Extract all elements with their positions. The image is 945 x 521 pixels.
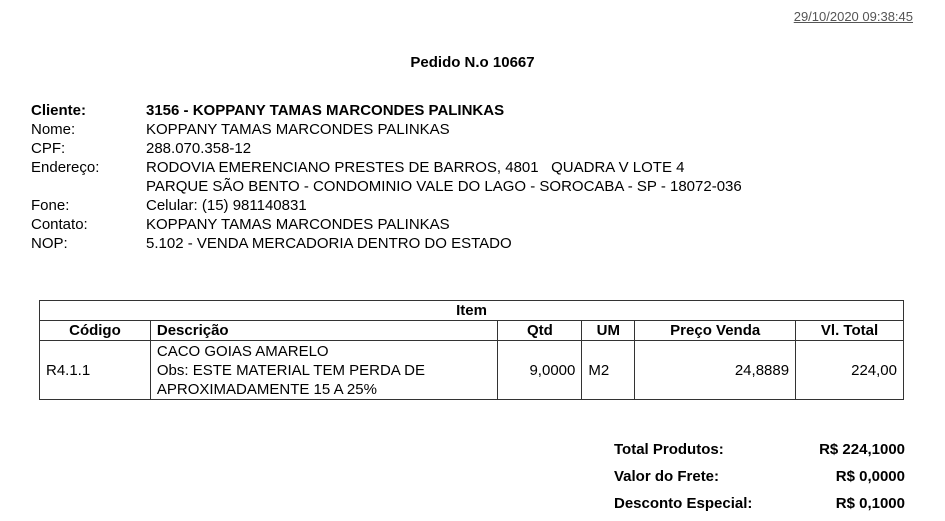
print-timestamp: 29/10/2020 09:38:45	[793, 9, 913, 24]
total-produtos-value: R$ 224,1000	[819, 441, 905, 458]
items-caption-row	[40, 301, 904, 321]
table-row	[40, 341, 904, 400]
cliente-label: Cliente:	[31, 102, 87, 119]
cliente-row	[31, 101, 742, 120]
endereco-label-spacer	[31, 177, 146, 196]
nop-value: 5.102 - VENDA MERCADORIA DENTRO DO ESTADO	[146, 235, 512, 252]
desconto-especial-row	[614, 494, 905, 521]
cell-preco: 24,8889	[635, 341, 796, 400]
total-produtos-row	[614, 440, 905, 467]
col-header-codigo: Código	[40, 321, 151, 341]
totals-block	[614, 440, 905, 521]
col-header-descricao: Descrição	[150, 321, 498, 341]
cell-descricao-line2: Obs: ESTE MATERIAL TEM PERDA DE	[156, 361, 425, 379]
valor-frete-label: Valor do Frete:	[614, 468, 720, 485]
endereco-row	[31, 158, 742, 177]
contato-label: Contato:	[31, 216, 88, 233]
nome-label: Nome:	[31, 121, 76, 138]
cpf-label: CPF:	[31, 140, 66, 157]
nop-row	[31, 234, 742, 253]
cell-descricao-line1: CACO GOIAS AMARELO	[156, 342, 329, 360]
items-table	[39, 300, 904, 400]
fone-value: Celular: (15) 981140831	[146, 197, 307, 214]
fone-label: Fone:	[31, 197, 70, 214]
total-produtos-label: Total Produtos:	[614, 441, 724, 458]
cell-codigo: R4.1.1	[40, 341, 151, 400]
endereco-line2: PARQUE SÃO BENTO - CONDOMINIO VALE DO LAGO - SOROCABA - SP - 18072-036	[146, 178, 742, 195]
cell-descricao	[150, 341, 498, 400]
col-header-preco: Preço Venda	[635, 321, 796, 341]
items-header-row	[40, 321, 904, 341]
items-caption: Item	[40, 301, 904, 321]
cpf-row	[31, 139, 742, 158]
nome-row	[31, 120, 742, 139]
col-header-um: UM	[582, 321, 635, 341]
cell-qtd: 9,0000	[498, 341, 582, 400]
cell-um: M2	[582, 341, 635, 400]
valor-frete-row	[614, 467, 905, 494]
cpf-value: 288.070.358-12	[146, 140, 252, 157]
nop-label: NOP:	[31, 235, 68, 252]
cliente-value: 3156 - KOPPANY TAMAS MARCONDES PALINKAS	[146, 102, 505, 119]
desconto-especial-value: R$ 0,1000	[835, 495, 905, 512]
cell-descricao-line3: APROXIMADAMENTE 15 A 25%	[156, 380, 377, 398]
valor-frete-value: R$ 0,0000	[835, 468, 905, 485]
col-header-total: Vl. Total	[796, 321, 904, 341]
contato-value: KOPPANY TAMAS MARCONDES PALINKAS	[146, 216, 450, 233]
endereco-line1: RODOVIA EMERENCIANO PRESTES DE BARROS, 4801 QUADRA V LOTE 4	[146, 159, 685, 176]
cell-total: 224,00	[796, 341, 904, 400]
endereco-label: Endereço:	[31, 159, 100, 176]
customer-info	[31, 101, 742, 253]
page-title: Pedido N.o 10667	[410, 54, 535, 71]
col-header-qtd: Qtd	[498, 321, 582, 341]
desconto-especial-label: Desconto Especial:	[614, 495, 753, 512]
endereco-row-2	[31, 177, 742, 196]
fone-row	[31, 196, 742, 215]
contato-row	[31, 215, 742, 234]
nome-value: KOPPANY TAMAS MARCONDES PALINKAS	[146, 121, 450, 138]
